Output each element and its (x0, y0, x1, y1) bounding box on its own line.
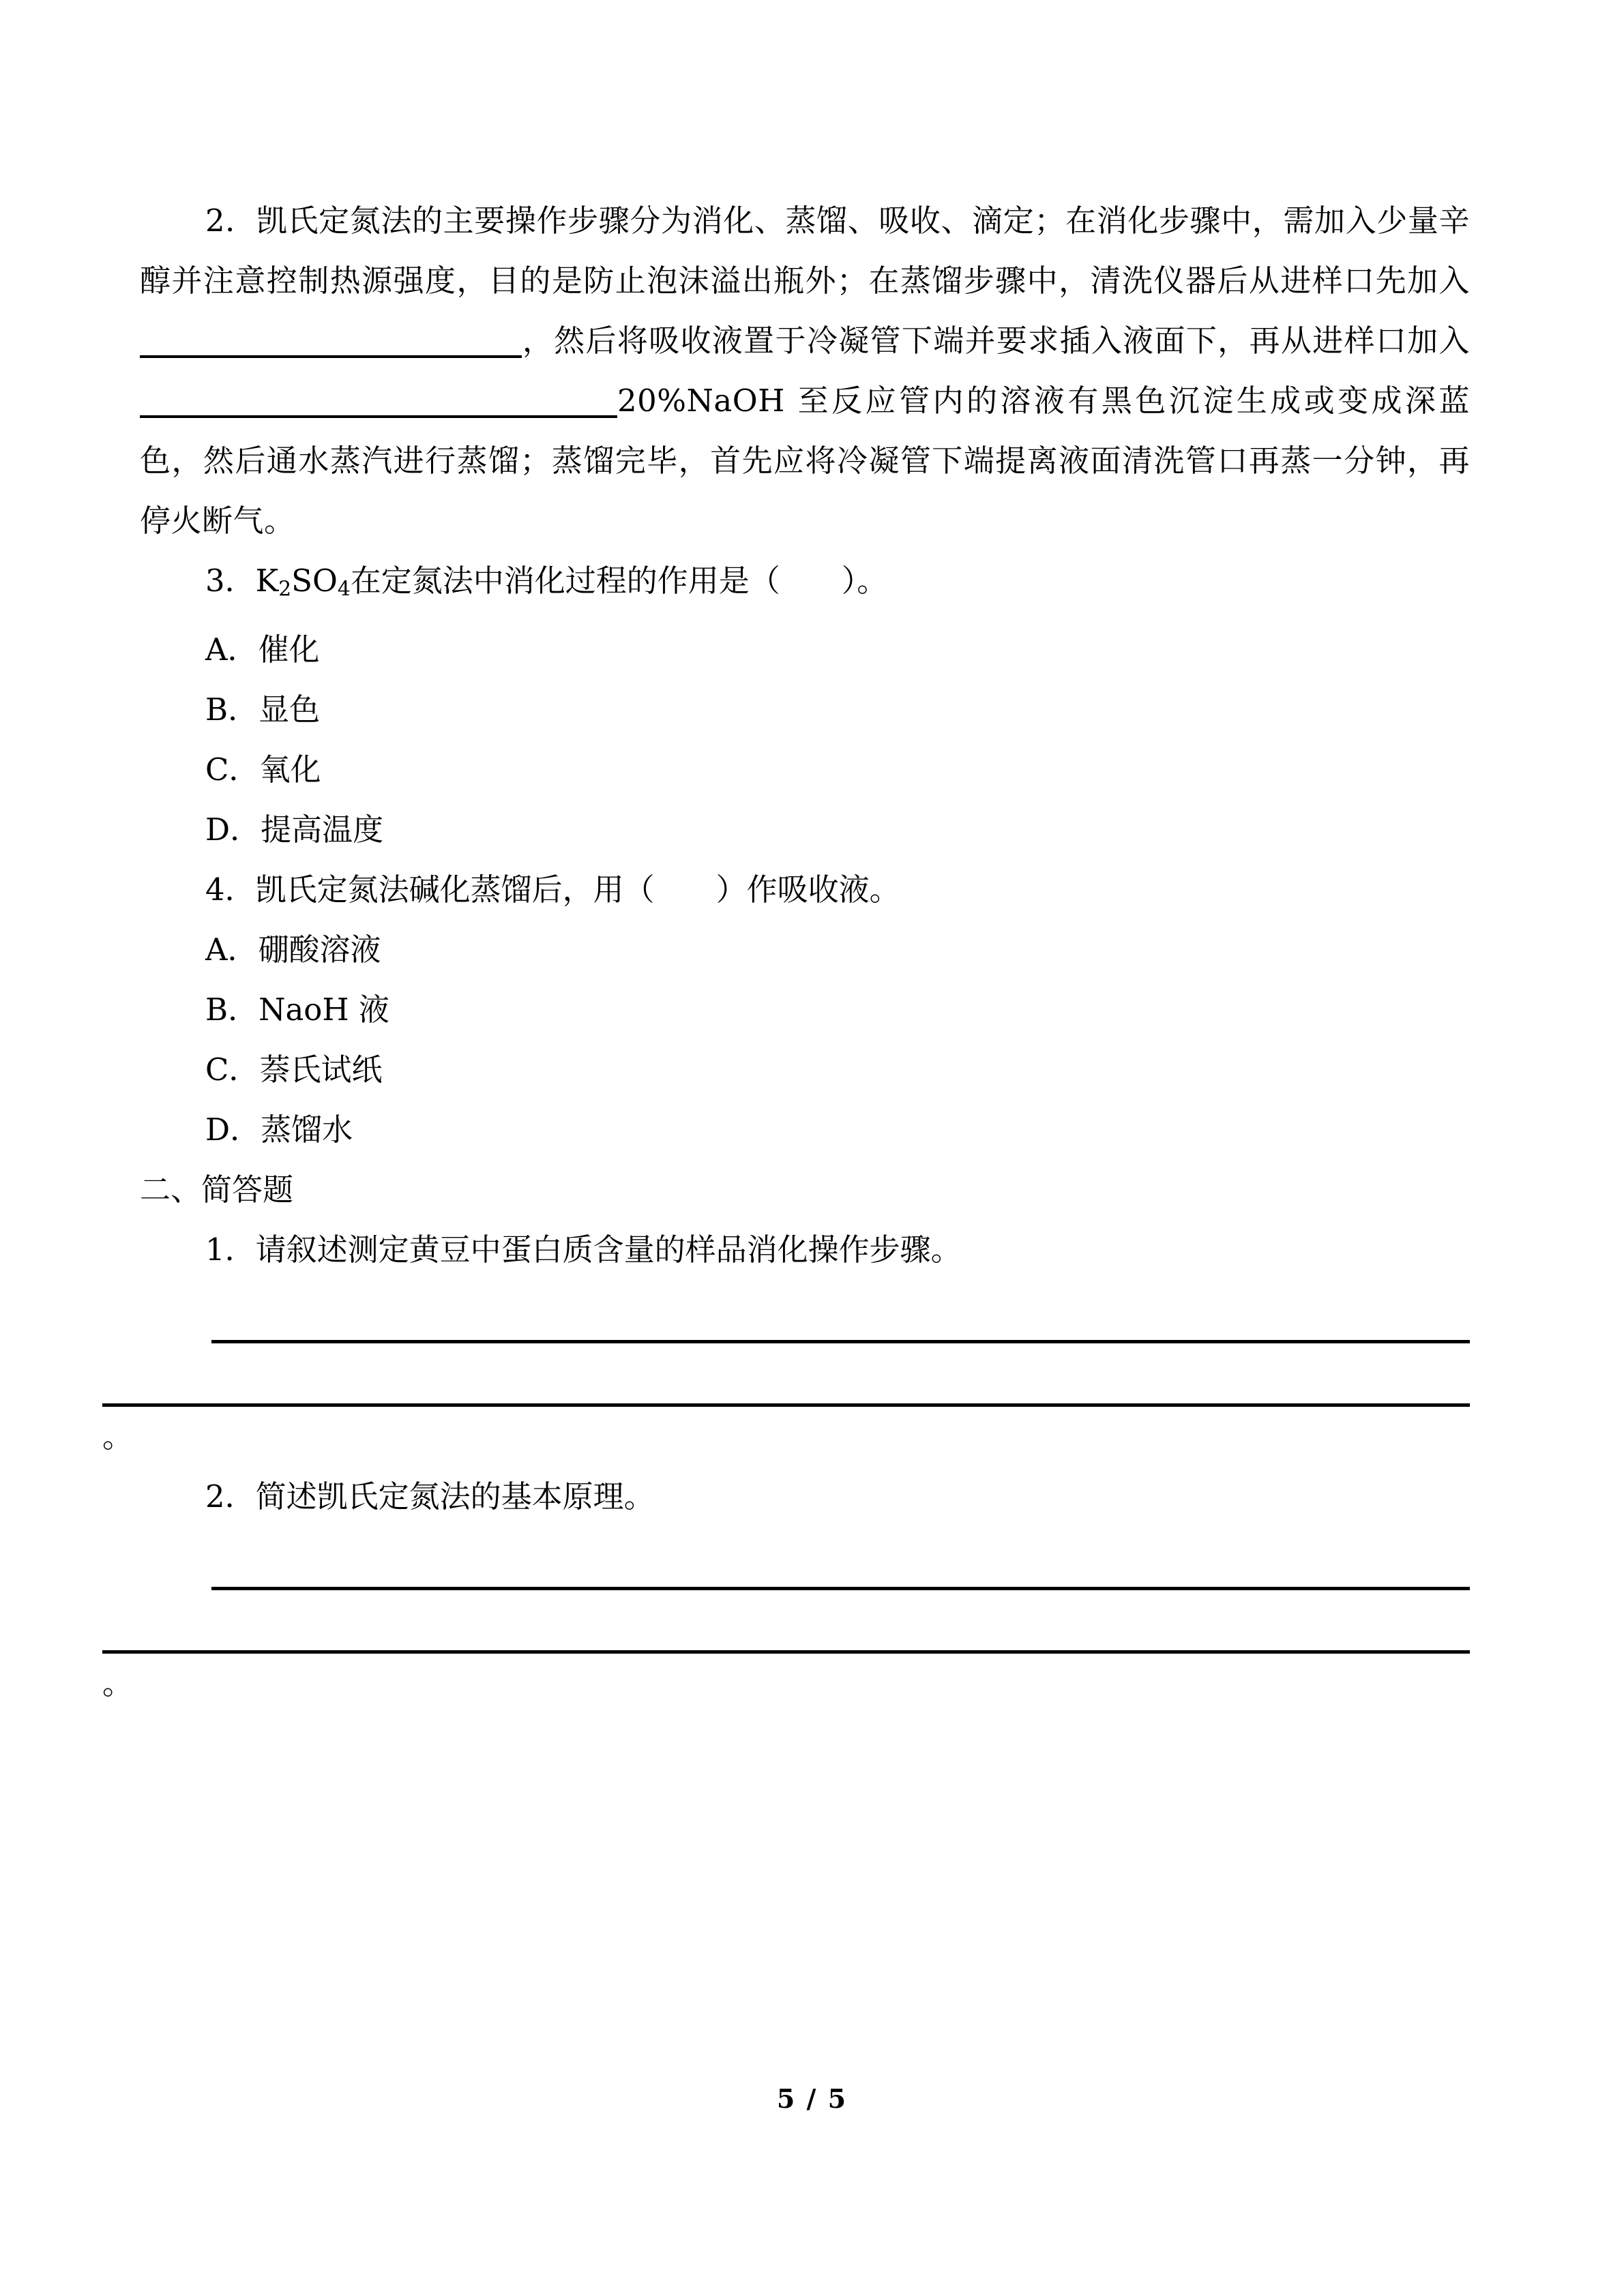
option-3-c[interactable] (140, 740, 1470, 800)
option-4-c[interactable] (140, 1040, 1470, 1100)
option-text: 硼酸溶液 (258, 931, 381, 968)
answer-area-1[interactable] (102, 1280, 1470, 1467)
answer-write-row[interactable] (140, 1590, 1470, 1650)
option-4-d[interactable] (140, 1100, 1470, 1160)
short-answer-question-2 (140, 1467, 1470, 1527)
answer-write-row[interactable] (140, 1343, 1470, 1403)
option-text: 显色 (259, 691, 321, 728)
option-label: D． (205, 811, 261, 848)
answer-area-2[interactable] (102, 1527, 1470, 1714)
fill-in-blank-1[interactable] (140, 327, 522, 358)
page-number-footer: 5 / 5 (776, 2083, 848, 2114)
question-text: 简述凯氏定氮法的基本原理。 (255, 1478, 655, 1515)
option-label: B． (205, 691, 259, 728)
question-stem-text: 凯氏定氮法碱化蒸馏后，用（ ）作吸收液。 (255, 871, 900, 908)
option-3-a[interactable] (140, 620, 1470, 680)
question-number: 1． (205, 1231, 256, 1268)
option-4-a[interactable] (140, 920, 1470, 980)
option-3-b[interactable] (140, 680, 1470, 740)
option-label: A． (205, 631, 259, 668)
question-number: 2． (205, 1478, 256, 1515)
option-text: 氧化 (259, 751, 321, 788)
answer-write-row[interactable] (140, 1280, 1470, 1340)
question-number: 3． (205, 563, 256, 599)
answer-trailing-period: 。 (102, 1418, 134, 1455)
question-text-part-3: 20%NaOH 至反应管内的溶液有黑色沉淀生成或变成深蓝色，然后通水蒸汽进行蒸馏；蒸馏完毕，首先应将冷凝管下端提离液面清洗管口再蒸一分钟，再停火断气。 (140, 383, 1470, 539)
page-content (102, 191, 1470, 1714)
formula-k: K (255, 563, 279, 599)
question-text-part-2: ，然后将吸收液置于冷凝管下端并要求插入液面下，再从进样口加入 (522, 323, 1470, 359)
option-label: C． (205, 1051, 260, 1088)
question-stem-text: 在定氮法中消化过程的作用是（ ）。 (350, 563, 888, 599)
option-text: 催化 (258, 631, 320, 668)
option-label: B． (205, 991, 259, 1028)
option-text: 提高温度 (261, 811, 384, 848)
short-answer-question-1 (140, 1220, 1470, 1280)
option-text: 萘氏试纸 (259, 1051, 383, 1088)
option-4-b[interactable] (140, 980, 1470, 1040)
question-number: 4． (205, 871, 256, 908)
fill-in-blank-2[interactable] (140, 387, 617, 418)
option-3-d[interactable] (140, 800, 1470, 860)
formula-subscript-2: 2 (278, 577, 292, 601)
answer-trailing-period: 。 (102, 1665, 134, 1701)
question-text-part-1: 凯氏定氮法的主要操作步骤分为消化、蒸馏、吸收、滴定；在消化步骤中，需加入少量辛醇并注意控制热源强度，目的是防止泡沫溢出瓶外；在蒸馏步骤中，清洗仪器后从进样口先加入 (140, 203, 1470, 299)
option-label: A． (205, 931, 259, 968)
option-text: NaoH 液 (259, 991, 389, 1028)
option-label: D． (205, 1111, 261, 1148)
option-label: C． (205, 751, 260, 788)
section-heading-short-answer: 二、简答题 (140, 1171, 294, 1208)
answer-write-row[interactable] (140, 1527, 1470, 1587)
formula-subscript-4: 4 (337, 577, 351, 601)
choice-question-3-stem (140, 551, 1470, 620)
choice-question-4-stem (140, 860, 1470, 920)
question-number: 2． (205, 203, 256, 239)
option-text: 蒸馏水 (261, 1111, 353, 1148)
fill-in-question-2 (140, 191, 1470, 551)
question-text: 请叙述测定黄豆中蛋白质含量的样品消化操作步骤。 (255, 1231, 962, 1268)
formula-so: SO (291, 563, 338, 599)
